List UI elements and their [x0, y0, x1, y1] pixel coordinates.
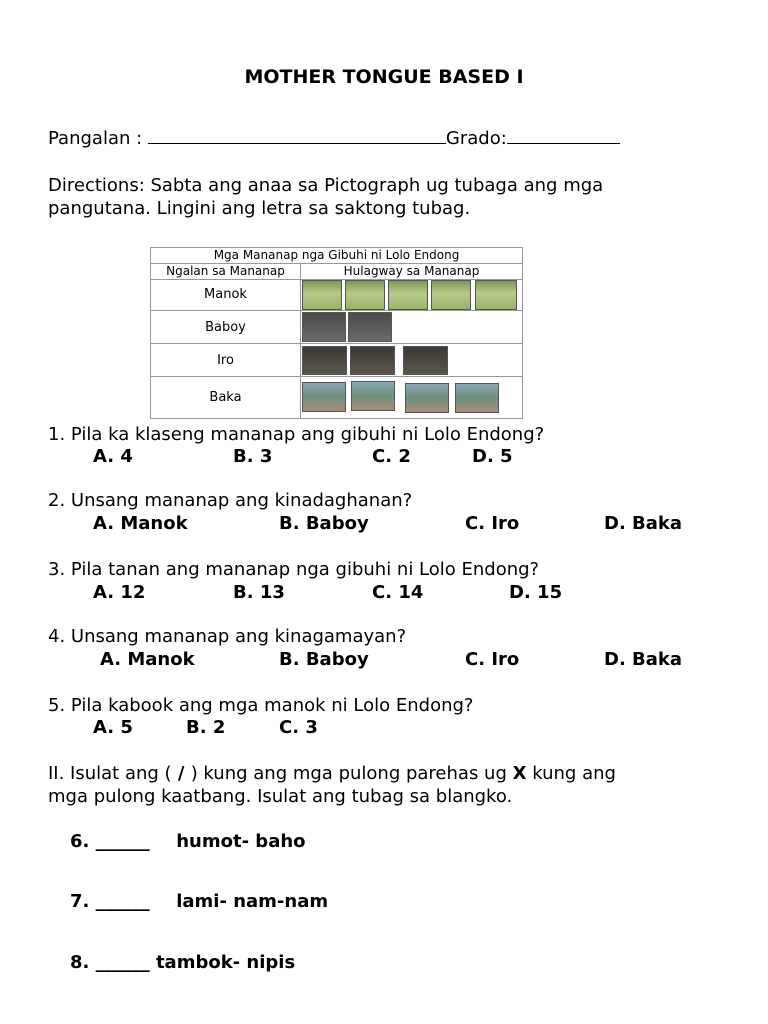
pictograph-title: Mga Mananap nga Gibuhi ni Lolo Endong	[151, 248, 522, 264]
choice[interactable]: B. 2	[186, 717, 226, 738]
answer-blank[interactable]: ______	[95, 952, 150, 973]
word-pair: lami- nam-nam	[176, 891, 329, 912]
choice[interactable]: A. Manok	[93, 513, 188, 534]
word-pair: tambok- nipis	[155, 952, 296, 973]
page-title: MOTHER TONGUE BASED I	[244, 66, 524, 88]
name-label: Pangalan :	[48, 128, 143, 149]
choice[interactable]: C. 2	[372, 446, 411, 467]
question-2: 2. Unsang mananap ang kinadaghanan?	[48, 490, 413, 511]
name-blank[interactable]	[148, 128, 446, 144]
rooster-picture	[431, 280, 471, 310]
question-1: 1. Pila ka klaseng mananap ang gibuhi ni Lolo Endong?	[48, 424, 545, 445]
choice[interactable]: A. 12	[93, 582, 146, 603]
choice[interactable]: C. 3	[279, 717, 318, 738]
choice[interactable]: C. Iro	[465, 649, 520, 670]
choice[interactable]: B. Baboy	[279, 649, 369, 670]
part2-text-c: kung ang	[532, 763, 616, 784]
choice[interactable]: B. Baboy	[279, 513, 369, 534]
grade-label: Grado:	[445, 128, 507, 149]
row-label-baboy: Baboy	[205, 320, 246, 335]
dog-picture	[350, 346, 395, 375]
choice[interactable]: A. Manok	[100, 649, 195, 670]
part2-instructions-line-2: mga pulong kaatbang. Isulat ang tubag sa blangko.	[48, 786, 513, 807]
choice[interactable]: B. 13	[233, 582, 285, 603]
cow-picture	[405, 383, 449, 413]
part2-instructions-line-1	[48, 763, 616, 784]
item-8	[70, 952, 295, 973]
dog-picture	[403, 346, 448, 375]
pig-picture	[348, 312, 392, 342]
item-number: 6.	[70, 831, 90, 852]
pig-picture	[302, 312, 346, 342]
choice[interactable]: C. 14	[372, 582, 424, 603]
choice[interactable]: B. 3	[233, 446, 273, 467]
check-mark-symbol: /	[171, 763, 191, 784]
choice[interactable]: D. 15	[509, 582, 563, 603]
cow-picture	[455, 383, 499, 413]
directions-line-1: Directions: Sabta ang anaa sa Pictograph ug tubaga ang mga	[48, 175, 604, 196]
cow-picture	[351, 381, 395, 411]
row-label-baka: Baka	[209, 390, 242, 405]
choice[interactable]: C. Iro	[465, 513, 520, 534]
item-number: 8.	[70, 952, 90, 973]
rooster-picture	[475, 280, 517, 310]
dog-picture	[302, 346, 347, 375]
column-header-picture: Hulagway sa Mananap	[301, 264, 522, 280]
grade-blank[interactable]	[507, 128, 620, 144]
word-pair: humot- baho	[176, 831, 306, 852]
name-grade-line	[48, 128, 620, 149]
item-7	[70, 891, 328, 912]
pictograph-table	[150, 247, 523, 419]
row-label-iro: Iro	[217, 353, 234, 368]
part2-text-a: II. Isulat ang (	[48, 763, 172, 784]
question-5: 5. Pila kabook ang mga manok ni Lolo Endong?	[48, 695, 474, 716]
column-header-name: Ngalan sa Mananap	[151, 264, 300, 280]
item-number: 7.	[70, 891, 90, 912]
directions-line-2: pangutana. Lingini ang letra sa saktong tubag.	[48, 198, 471, 219]
rooster-picture	[388, 280, 428, 310]
choice[interactable]: D. Baka	[604, 513, 683, 534]
choice[interactable]: A. 5	[93, 717, 133, 738]
answer-blank[interactable]: ______	[95, 831, 150, 852]
rooster-picture	[302, 280, 342, 310]
question-4: 4. Unsang mananap ang kinagamayan?	[48, 626, 407, 647]
choice[interactable]: D. 5	[472, 446, 513, 467]
choice[interactable]: D. Baka	[604, 649, 683, 670]
question-3: 3. Pila tanan ang mananap nga gibuhi ni Lolo Endong?	[48, 559, 540, 580]
part2-text-b: ) kung ang mga pulong parehas ug	[190, 763, 507, 784]
rooster-picture	[345, 280, 385, 310]
answer-blank[interactable]: ______	[95, 891, 150, 912]
choice[interactable]: A. 4	[93, 446, 133, 467]
cow-picture	[302, 382, 346, 412]
x-mark-symbol: X	[512, 763, 527, 784]
row-label-manok: Manok	[204, 287, 247, 302]
item-6	[70, 831, 306, 852]
